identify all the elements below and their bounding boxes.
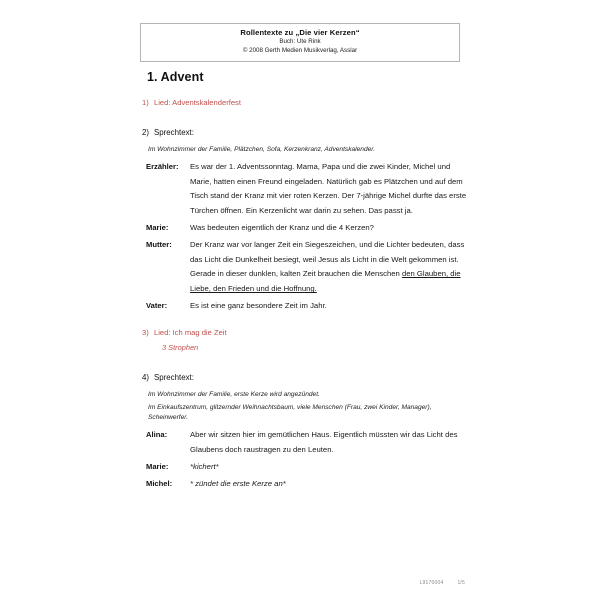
speech-text: Es war der 1. Adventssonntag. Mama, Papa und die zwei Kinder, Michel und Marie, hatten einen Freund eingeladen. Natürlich gab es Plätzchen und auf dem Tisch stand der Kranz mit vier roten Kerzen. Der 7-jährige Michel durfte das erste Türchen öffnen. Ein Kerzenlicht war darin zu sehen. Das passt ja. [190, 161, 467, 216]
section-sprechtext-4 [142, 372, 470, 383]
speaker-name: Marie: [146, 223, 169, 233]
footer-page-number: 1/5 [457, 580, 465, 586]
dialogue-block-4 [140, 428, 470, 491]
speaker-name: Vater: [146, 300, 168, 310]
stage-direction-2: Im Wohnzimmer der Familie, Plätzchen, Sofa, Kerzenkranz, Adventskalender. [148, 145, 376, 153]
page-title-text: Advent [160, 70, 204, 84]
dialogue-block-2 [140, 160, 470, 314]
document-header-box [140, 23, 460, 62]
section-sprechtext-4-index: 4) [142, 372, 150, 382]
speech-text: *kichert* [190, 461, 219, 471]
speaker-name: Michel: [146, 478, 173, 488]
speech-text: Es ist eine ganz besondere Zeit im Jahr. [190, 300, 327, 310]
section-sprechtext-2 [142, 127, 470, 138]
document-footer [140, 580, 465, 586]
section-song-1-label: Lied: Adventskalenderfest [154, 98, 241, 107]
stage-direction-4-line-1: Im Wohnzimmer der Familie, erste Kerze wird angezündet. [148, 390, 320, 398]
page-title-number: 1. [147, 70, 158, 84]
section-song-3-label: Lied: Ich mag die Zeit [154, 327, 227, 337]
footer-document-code: L9170004 [419, 580, 444, 586]
speaker-name: Marie: [146, 461, 169, 471]
dialogue-line [140, 221, 470, 236]
speech-text: Aber wir sitzen hier im gemütlichen Haus. Eigentlich müssten wir das Licht des Glaubens doch raustragen zu den Leuten. [190, 430, 458, 455]
speech-text-underlined: den Glauben, die Liebe, den Frieden und die Hoffnung. [190, 269, 461, 294]
speech-text: * zündet die erste Kerze an* [190, 478, 286, 488]
speaker-name: Alina: [146, 430, 168, 440]
stage-direction-4-line-2: Im Einkaufszentrum, glitzernder Weihnachtsbaum, viele Menschen (Frau, zwei Kinder, Manager), Scheinwerfer. [148, 403, 432, 422]
speaker-name: Erzähler: [146, 161, 179, 171]
dialogue-line [140, 477, 470, 492]
section-song-1-index: 1) [142, 98, 149, 107]
section-song-3-index: 3) [142, 327, 149, 337]
dialogue-line [140, 428, 470, 458]
section-sprechtext-4-label: Sprechtext: [154, 372, 194, 382]
page-title [147, 70, 470, 84]
document-body [140, 70, 470, 492]
section-song-3 [142, 328, 470, 339]
dialogue-line [140, 299, 470, 314]
speech-text-part-2: Gerade in dieser dunklen, kalten Zeit brauchen die Menschen [190, 269, 402, 279]
header-title: Rollentexte zu „Die vier Kerzen“ [240, 28, 360, 37]
section-song-3-sub: 3 Strophen [162, 343, 199, 353]
speech-text: Was bedeuten eigentlich der Kranz und die 4 Kerzen? [190, 223, 374, 233]
section-song-1 [142, 98, 470, 109]
dialogue-line [140, 460, 470, 475]
dialogue-line [140, 238, 470, 297]
speaker-name: Mutter: [146, 239, 172, 249]
speech-text [190, 238, 470, 297]
section-sprechtext-2-index: 2) [142, 127, 150, 137]
dialogue-line [140, 160, 470, 219]
header-book-author: Buch: Ute Rink [279, 38, 321, 46]
section-sprechtext-2-label: Sprechtext: [154, 127, 194, 137]
speech-text-part-1: Der Kranz war vor langer Zeit ein Siegeszeichen, und die Lichter bedeuten, dass das Licht die Dunkelheit besiegt, weil Jesus als Licht in die Welt gekommen ist. [190, 239, 465, 264]
header-copyright: © 2008 Gerth Medien Musikverlag, Asslar [242, 47, 358, 55]
